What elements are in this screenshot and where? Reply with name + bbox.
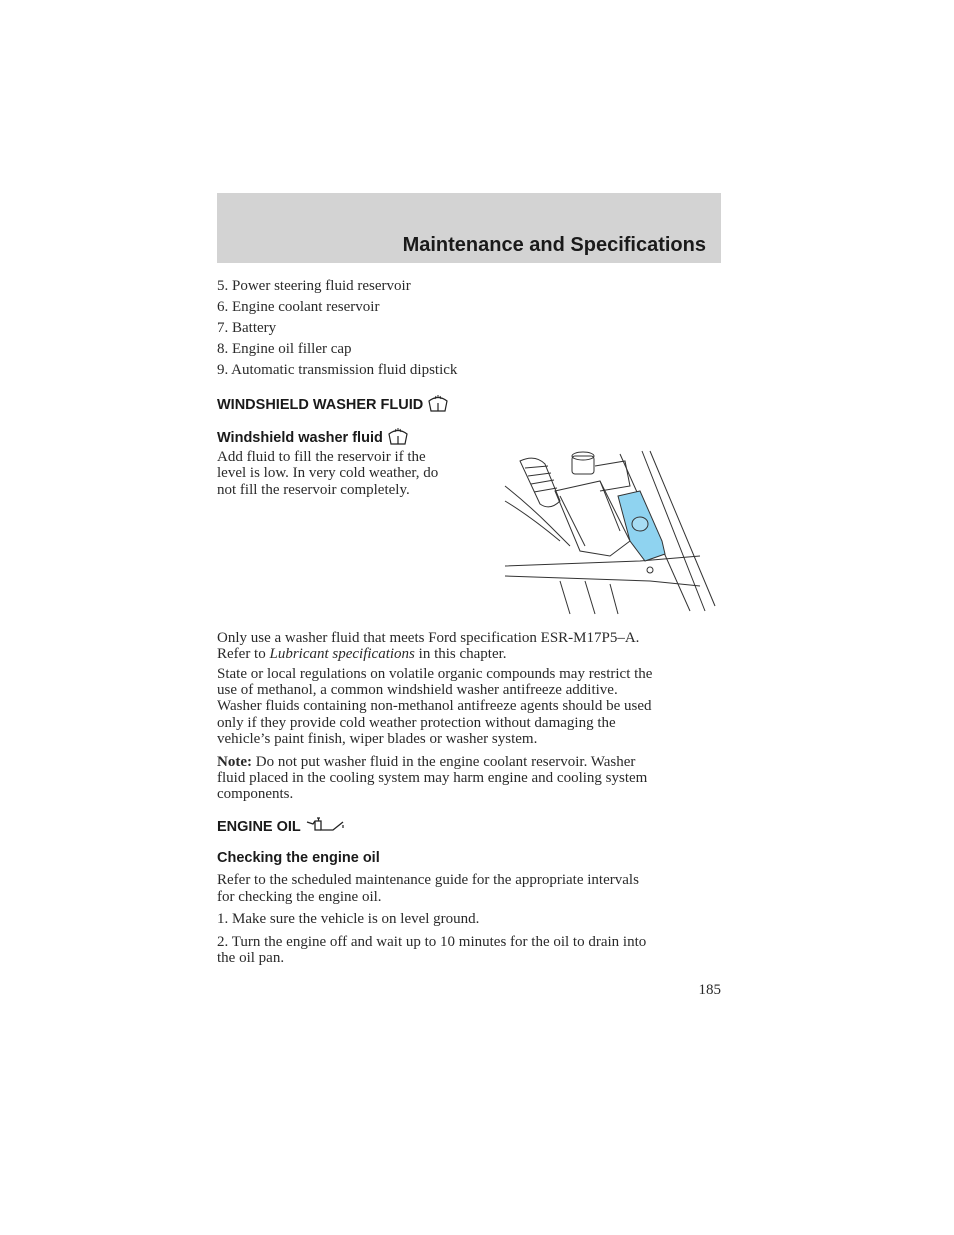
list-item: 6. Engine coolant reservoir (217, 299, 380, 315)
windshield-washer-icon (387, 425, 409, 451)
windshield-washer-icon (427, 392, 449, 418)
list-item: 7. Battery (217, 320, 277, 336)
note-line (217, 754, 635, 770)
note-label: Note: (217, 754, 252, 770)
oil-can-icon (305, 816, 345, 838)
page-number: 185 (698, 982, 721, 998)
washer-spec-post: in this chapter. (414, 646, 507, 662)
subheading-checking-oil: Checking the engine oil (217, 850, 380, 866)
voc-line: use of methanol, a common windshield washer antifreeze additive. (217, 682, 618, 698)
voc-line: vehicle’s paint finish, wiper blades or washer system. (217, 731, 538, 747)
washer-intro-line: Add fluid to fill the reservoir if the (217, 449, 426, 465)
washer-spec-line: Only use a washer fluid that meets Ford specification ESR-M17P5–A. (217, 630, 640, 646)
section-heading-washer-text: WINDSHIELD WASHER FLUID (217, 396, 424, 413)
oil-step-1: 1. Make sure the vehicle is on level ground. (217, 911, 480, 927)
oil-step-2-line: 2. Turn the engine off and wait up to 10 minutes for the oil to drain into (217, 934, 647, 950)
header-band (217, 193, 721, 263)
list-item: 5. Power steering fluid reservoir (217, 278, 411, 294)
section-heading-engine-oil-text: ENGINE OIL (217, 818, 301, 835)
voc-line: Washer fluids containing non-methanol antifreeze agents should be used (217, 698, 652, 714)
subheading-washer (217, 425, 409, 451)
washer-spec-pre: Refer to (217, 646, 270, 662)
washer-spec-line (217, 646, 507, 662)
washer-intro-line: not fill the reservoir completely. (217, 482, 410, 498)
lubricant-specifications-ref: Lubricant specifications (269, 646, 415, 662)
voc-line: State or local regulations on volatile organic compounds may restrict the (217, 666, 653, 682)
note-line: components. (217, 786, 294, 802)
section-heading-engine-oil (217, 816, 345, 838)
note-text: Do not put washer fluid in the engine coolant reservoir. Washer (251, 754, 636, 770)
washer-reservoir-illustration (500, 446, 718, 616)
oil-intro-line: Refer to the scheduled maintenance guide for the appropriate intervals (217, 872, 639, 888)
washer-intro-line: level is low. In very cold weather, do (217, 465, 439, 481)
section-heading-washer (217, 392, 449, 418)
list-item: 8. Engine oil filler cap (217, 341, 352, 357)
page-title: Maintenance and Specifications (402, 234, 706, 256)
voc-line: only if they provide cold weather protection without damaging the (217, 715, 616, 731)
subheading-washer-text: Windshield washer fluid (217, 429, 383, 446)
oil-step-2-line: the oil pan. (217, 950, 285, 966)
note-line: fluid placed in the cooling system may harm engine and cooling system (217, 770, 648, 786)
list-item: 9. Automatic transmission fluid dipstick (217, 362, 458, 378)
oil-intro-line: for checking the engine oil. (217, 889, 382, 905)
